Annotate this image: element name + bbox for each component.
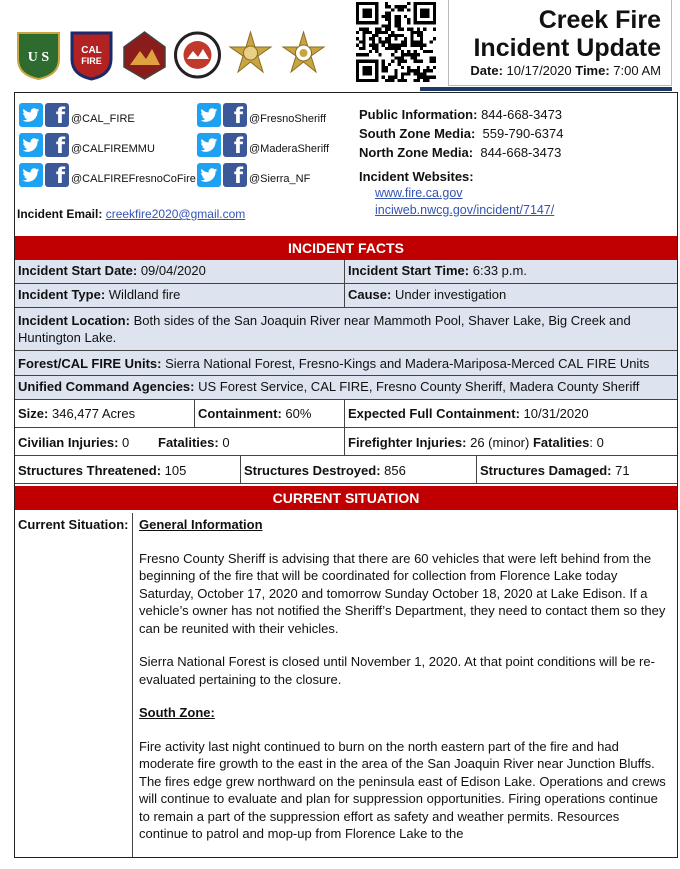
north-media-line <box>359 143 563 162</box>
date-time-line <box>470 63 661 78</box>
start-date-cell <box>15 260 345 284</box>
facebook-icon: f <box>45 163 69 187</box>
north-media-label: North Zone Media: <box>359 145 474 160</box>
location-cell <box>15 308 677 351</box>
general-info-heading: General Information <box>139 517 263 532</box>
us-forest-service-logo <box>14 29 63 81</box>
destroyed-label: Structures Destroyed: <box>244 463 381 478</box>
south-media-label: South Zone Media: <box>359 126 476 141</box>
email-label: Incident Email: <box>17 207 103 221</box>
size-label: Size <box>18 406 45 421</box>
location-label: Incident Location: <box>18 313 130 328</box>
cause-value: Under investigation <box>394 287 507 302</box>
svg-text:FIRE: FIRE <box>81 56 102 66</box>
ff-injuries-label: Firefighter Injuries: <box>348 435 467 450</box>
destroyed-value: 856 <box>384 463 406 478</box>
civilian-cell <box>15 428 345 456</box>
facts-row-injuries <box>15 428 677 456</box>
threatened-cell <box>15 456 241 484</box>
damaged-value: 71 <box>615 463 630 478</box>
cause-cell <box>345 284 677 308</box>
facebook-icon: f <box>45 103 69 127</box>
damaged-cell <box>477 456 677 484</box>
containment-label: Containment: <box>198 406 282 421</box>
size-value: 346,477 Acres <box>51 406 136 421</box>
facts-row-structures <box>15 456 677 484</box>
time-value: 7:00 AM <box>613 63 661 78</box>
current-situation-heading: CURRENT SITUATION <box>15 486 677 510</box>
california-seal-logo <box>120 29 169 81</box>
social-handle: @FresnoSheriff <box>249 113 326 125</box>
social-handle: @CALFIREFresnoCoFire <box>71 173 196 185</box>
northern-rockies-imt-logo <box>173 29 222 81</box>
threatened-value: 105 <box>164 463 187 478</box>
south-media-phone: 559-790-6374 <box>482 126 564 141</box>
situation-body <box>133 513 677 857</box>
facebook-icon: f <box>45 133 69 157</box>
start-date-value: 09/04/2020 <box>140 263 206 278</box>
civ-injuries-value: 0 <box>122 435 130 450</box>
general-info-paragraph-2: Sierra National Forest is closed until November 1, 2020. At that point conditions will be re-evaluated pertaining to the closure. <box>139 654 655 687</box>
agencies-cell <box>15 376 677 400</box>
damaged-label: Structures Damaged: <box>480 463 612 478</box>
destroyed-cell <box>241 456 477 484</box>
expected-containment-cell <box>345 400 677 428</box>
qr-code[interactable] <box>356 2 436 82</box>
containment-value: 60% <box>285 406 312 421</box>
title-line-1: Creek Fire <box>538 6 661 34</box>
start-date-label: Incident Start Date: <box>18 263 138 278</box>
incident-facts-heading: INCIDENT FACTS <box>15 236 677 260</box>
type-label: Incident Type: <box>18 287 106 302</box>
general-info-paragraph-1: Fresno County Sheriff is advising that there are 60 vehicles that were left behind from the beginning of the fire that will be coordinated for collection from Florence Lake today Saturday, October 17, 2020 and tomorrow Sunday October 18, 2020 at Lake Edison. If a vehicle’s owner has not notified the Sheriff’s Department, they need to contact them so they can be reunited with their vehicles. <box>139 550 666 636</box>
cause-label: Cause: <box>348 287 392 302</box>
situation-section <box>15 513 677 857</box>
social-handle: @Sierra_NF <box>249 173 311 185</box>
expected-value: 10/31/2020 <box>523 406 589 421</box>
svg-text:CAL: CAL <box>81 45 102 56</box>
ff-fatalities-value: 0 <box>596 435 604 450</box>
agencies-label: Unified Command Agencies: <box>18 379 195 394</box>
public-info-label: Public Information: <box>359 107 478 122</box>
expected-label: Expected Full Containment: <box>348 406 520 421</box>
facts-row-type <box>15 284 677 308</box>
south-zone-paragraph: Fire activity last night continued to burn on the north eastern part of the fire and had moderate fire growth to the east in the area of the San Joaquin River near Junction Bluffs. The fires edge grew northward on the peninsula east of Edison Lake. Operations and crews will continue to evaluate and plan for suppression opportunities. Firing operations continue to remain a part of the suppression effort as safety and weather permits. Resources continue to patrol and mop-up from Florence Lake to the <box>139 738 666 841</box>
social-fresno-sheriff[interactable] <box>197 97 326 127</box>
start-time-label: Incident Start Time: <box>348 263 470 278</box>
ff-injuries-value: 26 (minor) <box>470 435 530 450</box>
units-cell <box>15 351 677 376</box>
twitter-icon <box>19 163 43 187</box>
units-value: Sierra National Forest, Fresno-Kings and Madera-Mariposa-Merced CAL FIRE Units <box>165 356 650 371</box>
facts-row-size <box>15 400 677 428</box>
situation-label: Current Situation: <box>15 513 133 857</box>
social-calfire-fresno[interactable] <box>19 157 196 187</box>
south-zone-heading: South Zone: <box>139 705 215 720</box>
threatened-label: Structures Threatened: <box>18 463 162 478</box>
twitter-icon <box>197 103 221 127</box>
title-box <box>448 0 672 86</box>
fresno-sheriff-badge-logo <box>226 29 275 81</box>
type-cell <box>15 284 345 308</box>
social-handle: @CALFIREMMU <box>71 143 155 155</box>
email-link[interactable]: creekfire2020@gmail.com <box>105 207 246 221</box>
social-cal-fire[interactable] <box>19 97 135 127</box>
update-frame <box>14 92 678 858</box>
twitter-icon <box>19 133 43 157</box>
facts-row-agencies <box>15 376 677 400</box>
contacts-section <box>15 93 677 234</box>
incident-email <box>17 207 245 221</box>
social-handle: @MaderaSheriff <box>249 143 330 155</box>
public-info-line <box>359 105 563 124</box>
units-label: Forest/CAL FIRE Units: <box>18 356 162 371</box>
start-time-cell <box>345 260 677 284</box>
facebook-icon: f <box>223 133 247 157</box>
facts-row-location <box>15 308 677 351</box>
date-value: 10/17/2020 <box>506 63 572 78</box>
madera-sheriff-badge-logo <box>279 29 328 81</box>
size-cell: Size: 346,477 Acres <box>15 400 195 428</box>
social-sierra-nf[interactable] <box>197 157 310 187</box>
facebook-icon: f <box>223 103 247 127</box>
title-line-2: Incident Update <box>473 34 661 62</box>
svg-text:U S: U S <box>27 50 50 65</box>
twitter-icon <box>197 163 221 187</box>
ff-fatalities-label: Fatalities <box>532 435 590 450</box>
phone-contacts <box>359 105 563 162</box>
civ-fatalities-value: 0 <box>222 435 230 450</box>
agency-logos <box>14 26 328 84</box>
public-info-phone: 844-668-3473 <box>481 107 563 122</box>
location-value: Both sides of the San Joaquin River near Mammoth Pool, Shaver Lake, Big Creek and Huntington Lake. <box>18 313 631 345</box>
south-media-line <box>359 124 563 143</box>
north-media-phone: 844-668-3473 <box>480 145 562 160</box>
twitter-icon <box>19 103 43 127</box>
date-label: Date: <box>470 63 503 78</box>
agencies-value: US Forest Service, CAL FIRE, Fresno County Sheriff, Madera County Sheriff <box>198 379 640 394</box>
social-handle: @CAL_FIRE <box>71 113 135 125</box>
websites-label: Incident Websites: <box>359 169 474 184</box>
social-calfiremmu[interactable] <box>19 127 155 157</box>
type-value: Wildland fire <box>108 287 181 302</box>
incident-websites <box>359 168 554 219</box>
website-link-fire-ca-gov[interactable]: www.fire.ca.gov <box>375 186 463 200</box>
time-label: Time: <box>575 63 610 78</box>
website-link-inciweb[interactable]: inciweb.nwcg.gov/incident/7147/ <box>375 203 555 217</box>
twitter-icon <box>197 133 221 157</box>
facts-row-units <box>15 351 677 376</box>
containment-cell <box>195 400 345 428</box>
firefighter-cell: Firefighter Injuries: 26 (minor) Fatalities: 0 <box>345 428 677 456</box>
facebook-icon: f <box>223 163 247 187</box>
cal-fire-logo <box>67 29 116 81</box>
civ-injuries-label: Civilian Injuries: <box>18 435 119 450</box>
header-divider <box>420 87 672 91</box>
facts-row-start <box>15 260 677 284</box>
civ-fatalities-label: Fatalities: <box>158 435 219 450</box>
social-madera-sheriff[interactable] <box>197 127 329 157</box>
start-time-value: 6:33 p.m. <box>472 263 527 278</box>
